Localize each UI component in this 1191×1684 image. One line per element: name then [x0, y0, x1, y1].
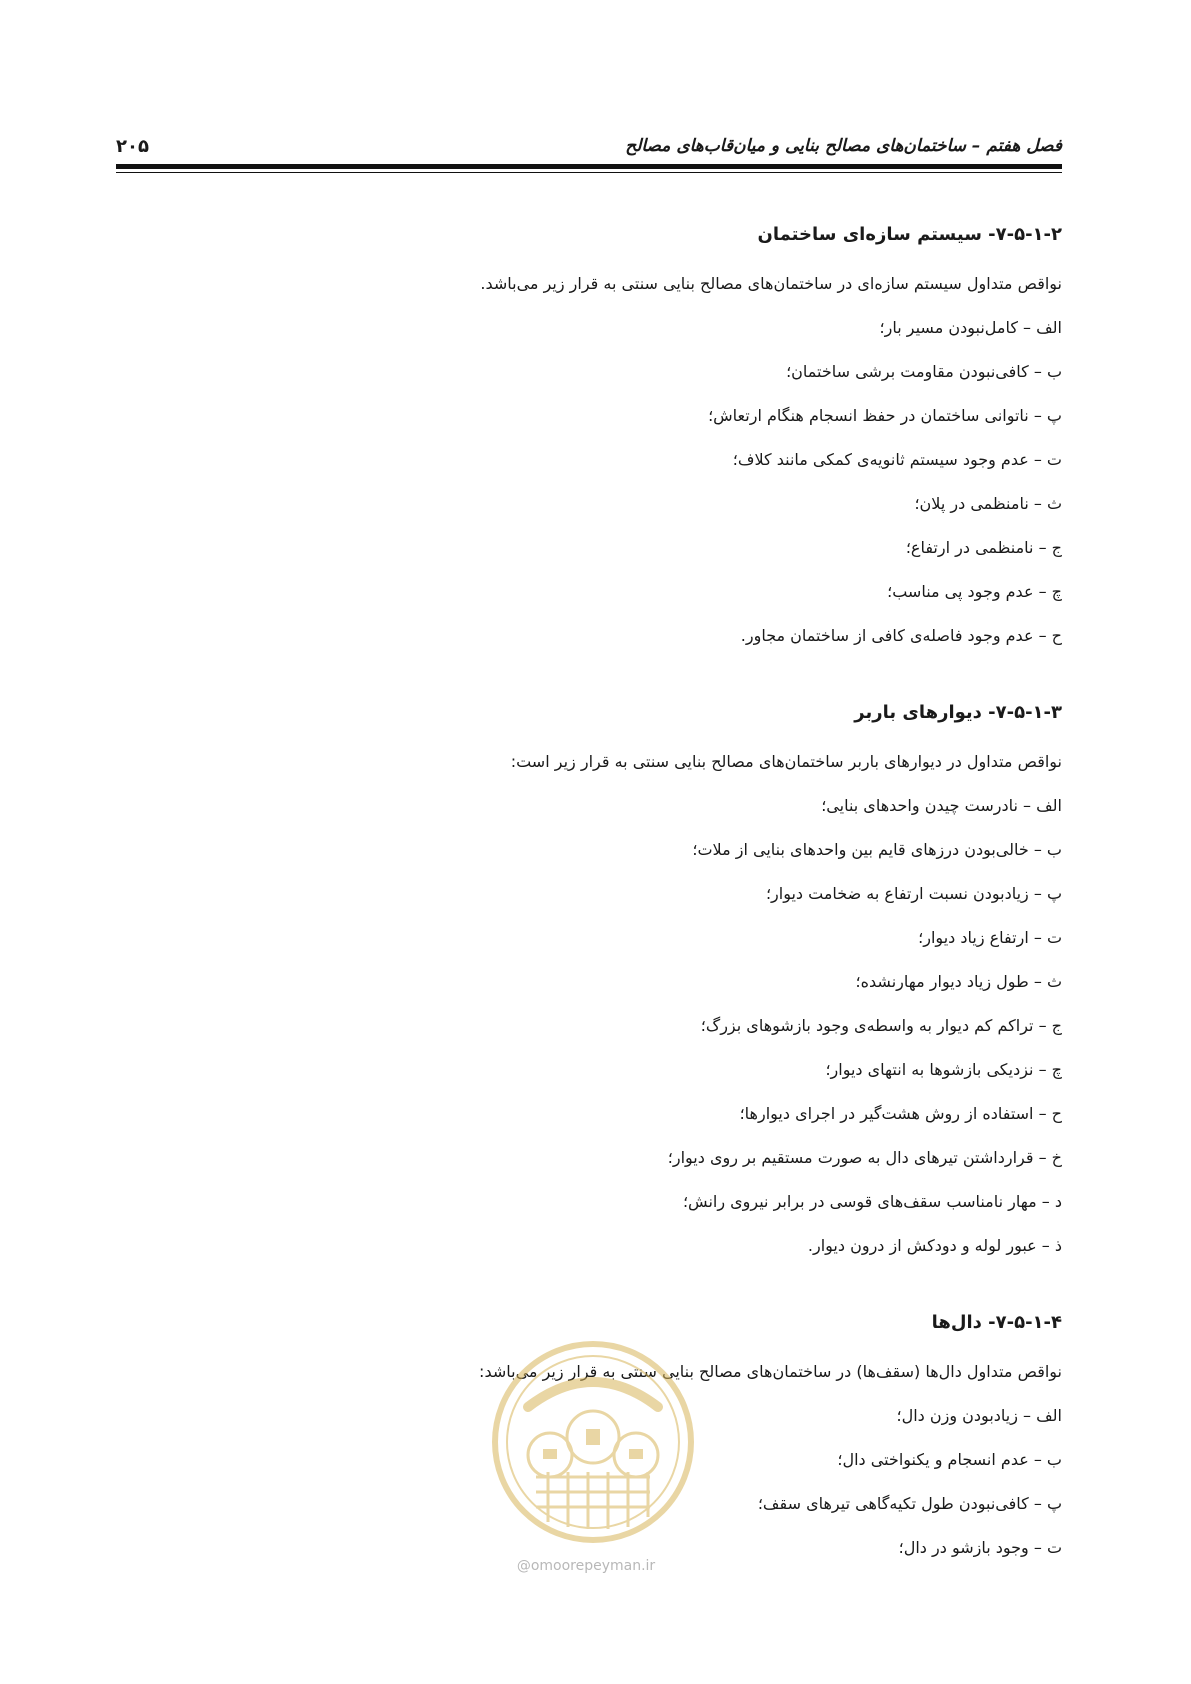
list-item: ت – وجود بازشو در دال؛ [898, 1538, 1062, 1557]
list-item: چ – نزدیکی بازشوها به انتهای دیوار؛ [825, 1060, 1062, 1079]
section-intro: نواقص متداول سیستم سازه‌ای در ساختمان‌های مصالح بنایی سنتی به قرار زیر می‌باشد. [480, 274, 1062, 293]
list-item: الف – نادرست چیدن واحدهای بنایی؛ [821, 796, 1062, 815]
list-item: ت – ارتفاع زیاد دیوار؛ [918, 928, 1062, 947]
list-item: پ – زیادبودن نسبت ارتفاع به ضخامت دیوار؛ [765, 884, 1062, 903]
list-item: ح – عدم وجود فاصله‌ی کافی از ساختمان مجاور. [740, 626, 1062, 645]
header-rule [116, 164, 1062, 169]
list-item: ب – خالی‌بودن درزهای قایم بین واحدهای بنایی از ملات؛ [692, 840, 1062, 859]
deficiency-list [300, 784, 1062, 1268]
deficiency-list [300, 306, 1062, 658]
section-intro: نواقص متداول دال‌ها (سقف‌ها) در ساختمان‌های مصالح بنایی سنتی به قرار زیر می‌باشد: [479, 1362, 1062, 1381]
page-number: ۲۰۵ [116, 135, 149, 157]
list-item: ذ – عبور لوله و دودکش از درون دیوار. [807, 1236, 1062, 1255]
list-item: ج – تراکم کم دیوار به واسطه‌ی وجود بازشوهای بزرگ؛ [700, 1016, 1062, 1035]
section-slabs [300, 1296, 1062, 1570]
list-item: ح – استفاده از روش هشت‌گیر در اجرای دیوارها؛ [739, 1104, 1062, 1123]
deficiency-list [300, 1394, 1062, 1570]
header-rule-thin [116, 172, 1062, 173]
running-header [116, 126, 1062, 166]
list-item: ب – عدم انسجام و یکنواختی دال؛ [837, 1450, 1062, 1469]
section-heading: ۷-۵-۱-۳- دیوارهای باربر [854, 702, 1062, 723]
list-item: خ – قرارداشتن تیرهای دال به صورت مستقیم بر روی دیوار؛ [667, 1148, 1062, 1167]
section-bearing-walls [300, 686, 1062, 1268]
list-item: ث – طول زیاد دیوار مهارنشده؛ [855, 972, 1062, 991]
section-heading: ۷-۵-۱-۴- دال‌ها [931, 1312, 1062, 1333]
list-item: ث – نامنظمی در پلان؛ [914, 494, 1062, 513]
list-item: پ – کافی‌نبودن طول تکیه‌گاهی تیرهای سقف؛ [757, 1494, 1062, 1513]
chapter-title: فصل هفتم – ساختمان‌های مصالح بنایی و میان‌قاب‌های مصالح [625, 136, 1062, 156]
list-item: پ – ناتوانی ساختمان در حفظ انسجام هنگام ارتعاش؛ [708, 406, 1062, 425]
watermark-url: @omoorepeyman.ir [516, 1558, 656, 1574]
body-content [300, 208, 1062, 1570]
section-heading: ۷-۵-۱-۲- سیستم سازه‌ای ساختمان [757, 224, 1062, 245]
list-item: د – مهار نامناسب سقف‌های قوسی در برابر نیروی رانش؛ [682, 1192, 1062, 1211]
list-item: ت – عدم وجود سیستم ثانویه‌ی کمکی مانند کلاف؛ [732, 450, 1062, 469]
list-item: چ – عدم وجود پی مناسب؛ [887, 582, 1062, 601]
section-structural-system [300, 208, 1062, 658]
list-item: ج – نامنظمی در ارتفاع؛ [905, 538, 1062, 557]
list-item: ب – کافی‌نبودن مقاومت برشی ساختمان؛ [786, 362, 1062, 381]
list-item: الف – کامل‌نبودن مسیر بار؛ [879, 318, 1062, 337]
section-intro: نواقص متداول در دیوارهای باربر ساختمان‌های مصالح بنایی سنتی به قرار زیر است: [510, 752, 1062, 771]
list-item: الف – زیادبودن وزن دال؛ [896, 1406, 1062, 1425]
